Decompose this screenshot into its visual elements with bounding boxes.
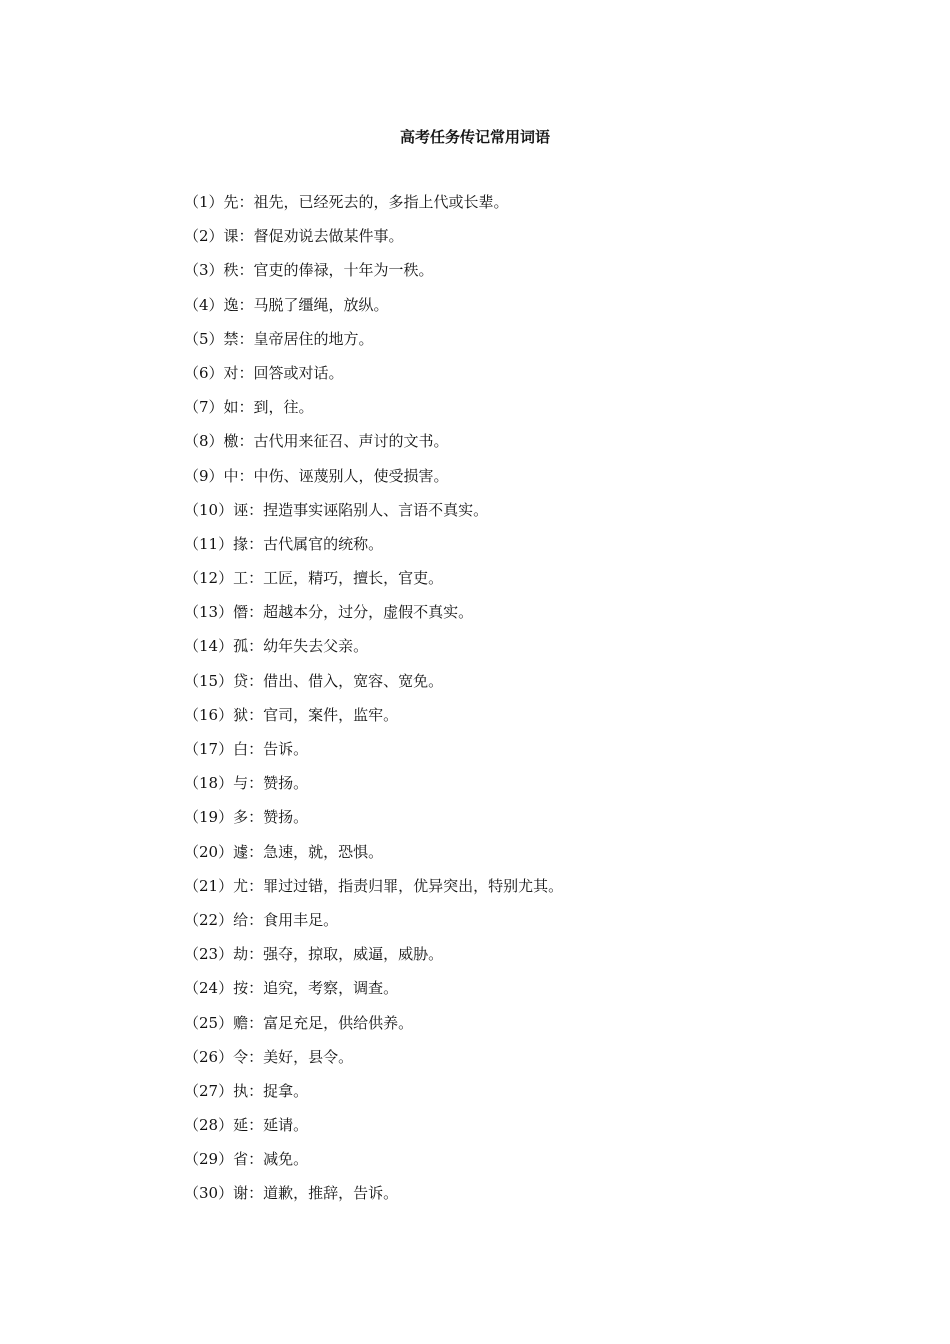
list-item: （11）掾：古代属官的统称。	[184, 534, 384, 553]
list-item: （7）如：到，往。	[184, 398, 314, 417]
list-item: （8）檄：古代用来征召、声讨的文书。	[184, 432, 449, 451]
list-item: （17）白：告诉。	[184, 740, 309, 758]
list-item: （10）诬：捏造事实诬陷别人、言语不真实。	[184, 500, 489, 519]
list-item: （14）孤：幼年失去父亲。	[184, 637, 369, 656]
list-item: （29）省：减免。	[184, 1150, 309, 1169]
list-item: （21）尤：罪过过错，指责归罪，优异突出，特别尤其。	[184, 876, 564, 895]
list-item: （3）秩：官吏的俸禄，十年为一秩。	[184, 261, 434, 280]
list-item: （22）给：食用丰足。	[184, 910, 339, 929]
list-item: （16）狱：官司，案件，监牢。	[184, 705, 399, 724]
list-item: （20）遽：急速，就，恐惧。	[184, 842, 384, 861]
vocabulary-list	[184, 190, 884, 1216]
list-item: （2）课：督促劝说去做某件事。	[184, 227, 404, 246]
list-item: （19）多：赞扬。	[184, 808, 309, 827]
list-item: （13）僭：超越本分，过分，虚假不真实。	[184, 603, 474, 622]
list-item: （5）禁：皇帝居住的地方。	[184, 329, 374, 348]
list-item: （1）先：祖先，已经死去的，多指上代或长辈。	[184, 193, 509, 211]
list-item: （18）与：赞扬。	[184, 774, 309, 793]
document-title: 高考任务传记常用词语	[399, 128, 550, 146]
list-item: （27）执：捉拿。	[184, 1081, 309, 1100]
list-item: （15）贷：借出、借入，宽容、宽免。	[184, 671, 444, 690]
list-item: （9）中：中伤、诬蔑别人，使受损害。	[184, 466, 449, 485]
list-item: （25）赡：富足充足，供给供养。	[184, 1013, 414, 1032]
list-item: （6）对：回答或对话。	[184, 363, 344, 382]
list-item: （23）劫：强夺，掠取，威逼，威胁。	[184, 945, 444, 964]
list-item: （30）谢：道歉，推辞，告诉。	[184, 1184, 399, 1203]
list-item: （24）按：追究，考察，调查。	[184, 979, 399, 998]
list-item: （4）逸：马脱了缰绳，放纵。	[184, 295, 389, 314]
list-item: （12）工：工匠，精巧，擅长，官吏。	[184, 569, 444, 588]
list-item: （28）延：延请。	[184, 1116, 309, 1135]
list-item: （26）令：美好，县令。	[184, 1047, 354, 1066]
